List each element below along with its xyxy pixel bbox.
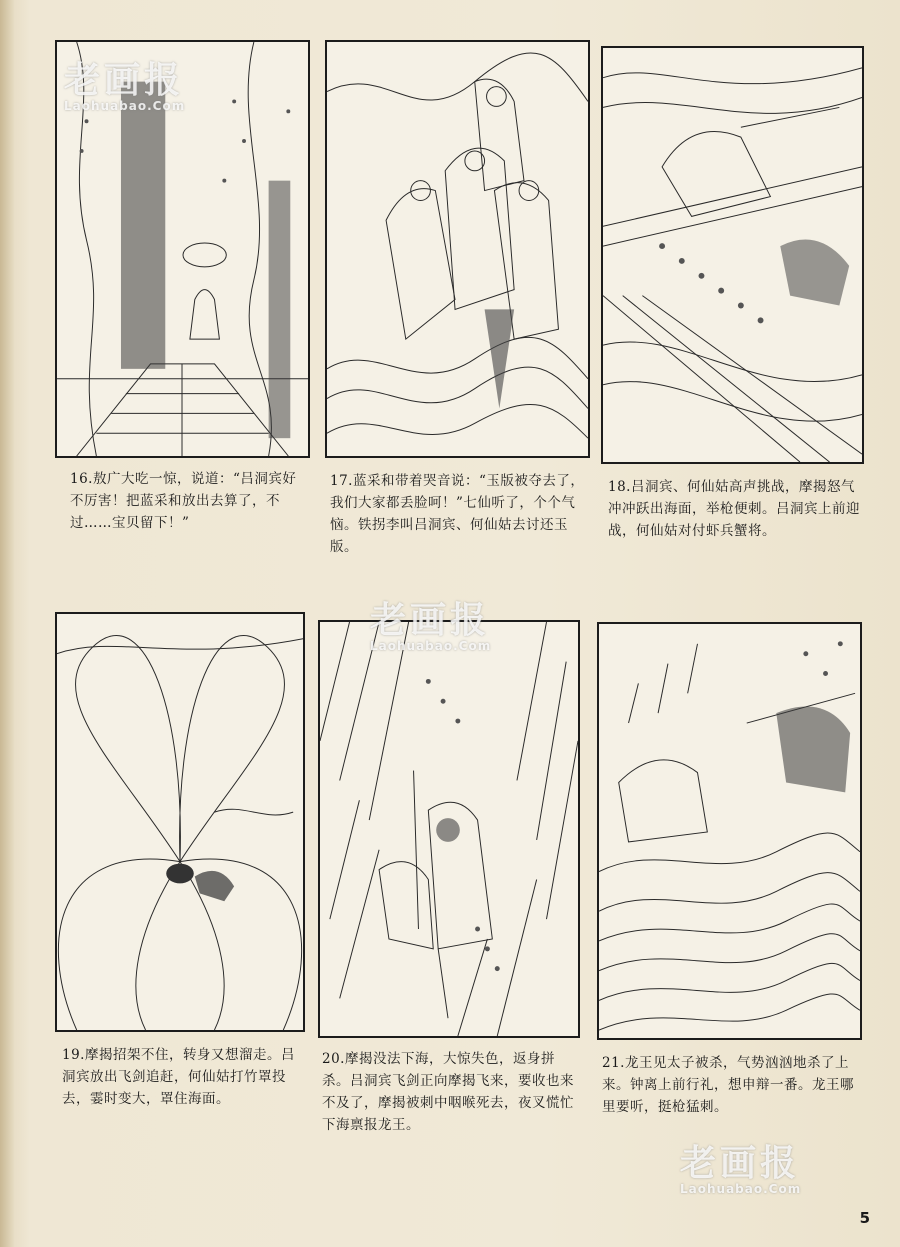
panel-16-caption: 16.敖广大吃一惊，说道：“吕洞宾好不厉害！把蓝采和放出去算了，不过……宝贝留下！” (70, 471, 297, 531)
watermark-bottom-right: 老画报 Laohuabao.Com (680, 1143, 802, 1196)
watermark-center: 老画报 Laohuabao.Com (370, 600, 492, 653)
panel-17-caption: 17.蓝采和带着哭音说：“玉版被夺去了，我们大家都丢脸呵！”七仙听了，个个气恼。铁拐李叫吕洞宾、何仙姑去讨还玉版。 (330, 473, 585, 555)
panel-18-illustration (601, 46, 864, 464)
panel-19-illustration (55, 612, 305, 1032)
page-spine (0, 0, 14, 1247)
watermark-top-left: 老画报 Laohuabao.Com (64, 60, 186, 113)
panel-19-caption: 19.摩揭招架不住，转身又想溜走。吕洞宾放出飞剑追赶，何仙姑打竹罩投去，霎时变大，罩住海面。 (62, 1047, 295, 1107)
panel-21-caption: 21.龙王见太子被杀，气势汹汹地杀了上来。钟离上前行礼，想申辩一番。龙王哪里要听，挺枪猛刺。 (602, 1055, 854, 1115)
panel-17-illustration (325, 40, 590, 458)
page-number: 5 (859, 1209, 870, 1227)
panel-20-caption: 20.摩揭没法下海，大惊失色，返身拼杀。吕洞宾飞剑正向摩揭飞来，要收也来不及了，摩揭被刺中咽喉死去，夜叉慌忙下海禀报龙王。 (322, 1051, 574, 1133)
panel-21-illustration (597, 622, 862, 1040)
panel-18-caption: 18.吕洞宾、何仙姑高声挑战，摩揭怒气冲冲跃出海面，举枪便刺。吕洞宾上前迎战，何仙姑对付虾兵蟹将。 (608, 479, 860, 539)
panel-20-illustration (318, 620, 580, 1038)
